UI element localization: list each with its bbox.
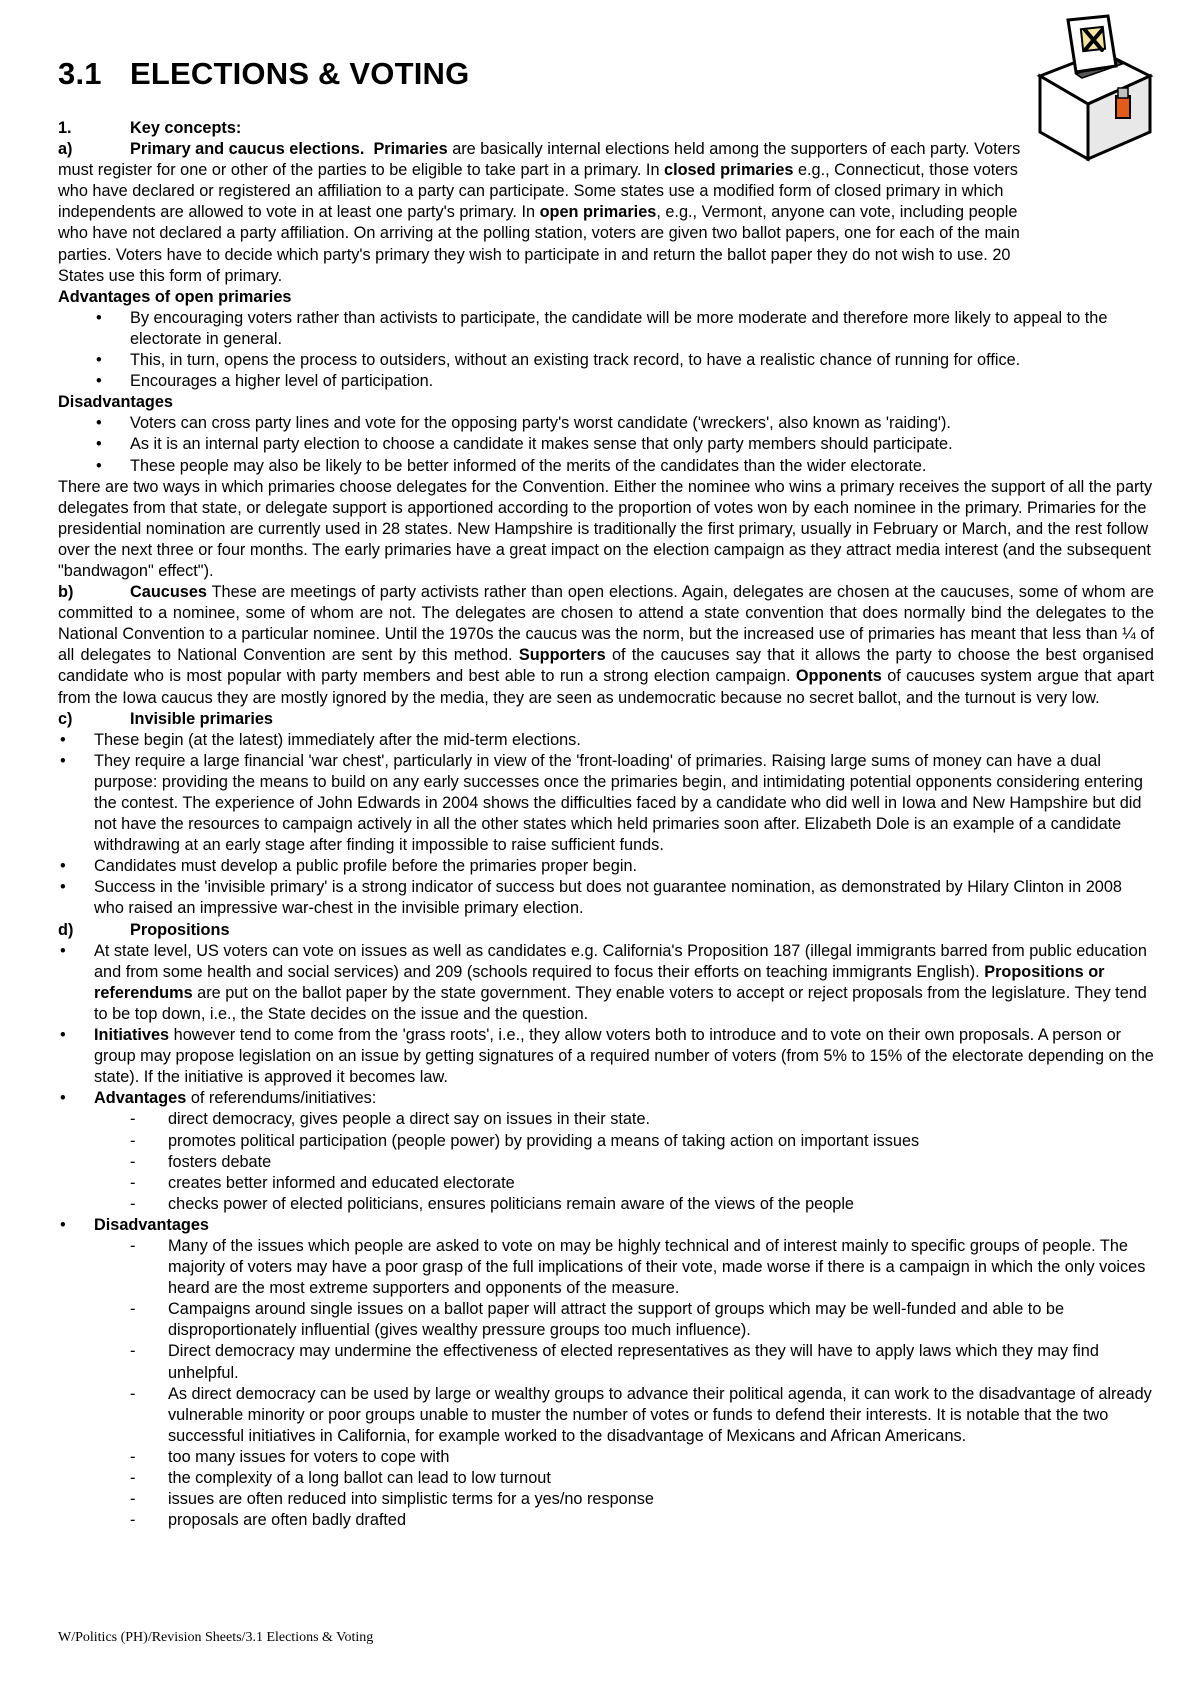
list-advantages-open: [58, 308, 1154, 392]
list-advantages-referendums: [58, 1109, 1154, 1214]
paragraph-primaries: a) Primary and caucus elections. Primaries are basically internal elections held among the supporters of each party. Voters must register for one or other of the parties to be eligible to take part in a primary. In closed primaries e.g., Connecticut, those voters who have declared or registered an affiliation to a party can participate. Some states use a modified form of closed primary in which independents are allowed to vote in at least one party's primary. In open primaries, e.g., Vermont, anyone can vote, including people who have not declared a party affiliation. On arriving at the polling station, voters are given two ballot papers, one for each of the main parties. Voters have to decide which party's primary they wish to participate in and return the ballot paper they do not wish to use. 20 States use this form of primary.: [58, 140, 1021, 285]
list-item: - fosters debate: [58, 1152, 1154, 1173]
page-title: [58, 56, 469, 92]
heading-advantages-open-primaries: Advantages of open primaries: [58, 287, 292, 306]
document-body: [58, 118, 1154, 1531]
list-disadvantages-open: [58, 413, 1154, 476]
list-item: • Advantages of referendums/initiatives: - direct democracy, gives people a direct say on issues in their state. - promotes political participation (people power) by providing a means of taking action on important issues - fosters debate - creates better informed and educated electorate - checks power of elected politicians, ensures politicians remain aware of the views of the people: [58, 1088, 1154, 1215]
list-item: - checks power of elected politicians, ensures politicians remain aware of the views of the people: [58, 1194, 1154, 1215]
list-item: • Voters can cross party lines and vote for the opposing party's worst candidate ('wreckers', also known as 'raiding').: [58, 413, 1154, 434]
list-item: • This, in turn, opens the process to outsiders, without an existing track record, to have a realistic chance of running for office.: [58, 350, 1154, 371]
list-invisible-primaries: [58, 730, 1154, 920]
title-number: 3.1: [58, 56, 102, 91]
heading-primary-caucus: Primary and caucus elections.: [130, 140, 365, 159]
list-item: • Initiatives however tend to come from the 'grass roots', i.e., they allow voters both to introduce and to vote on their own proposals. A person or group may propose legislation on an issue by getting signatures of a required number of voters (from 5% to 15% of the electorate depending on the state). If the initiative is approved it becomes law.: [58, 1025, 1154, 1088]
list-disadvantages-referendums: [58, 1236, 1154, 1531]
title-text: ELECTIONS & VOTING: [130, 56, 470, 91]
heading-invisible-primaries: c) Invisible primaries: [58, 709, 273, 728]
list-propositions: [58, 941, 1154, 1532]
list-item: • By encouraging voters rather than activists to participate, the candidate will be more moderate and therefore more likely to appeal to the electorate in general.: [58, 308, 1154, 350]
list-item: • These begin (at the latest) immediately after the mid-term elections.: [58, 730, 1154, 751]
list-item: - promotes political participation (people power) by providing a means of taking action on important issues: [58, 1131, 1154, 1152]
list-item: - Campaigns around single issues on a ballot paper will attract the support of groups which may be well-funded and able to be disproportionately influential (gives wealthy pressure groups too much influence).: [58, 1299, 1154, 1341]
list-item: • Success in the 'invisible primary' is a strong indicator of success but does not guarantee nomination, as demonstrated by Hilary Clinton in 2008 who raised an impressive war-chest in the invisible primary election.: [58, 877, 1154, 919]
list-item: • At state level, US voters can vote on issues as well as candidates e.g. California's Proposition 187 (illegal immigrants barred from public education and from some health and social services) and 209 (schools required to focus their efforts on teaching immigrants English). Propositions or referendums are put on the ballot paper by the state government. They enable voters to accept or reject proposals from the legislature. They tend to be top down, i.e., the State decides on the issue and the question.: [58, 941, 1154, 1025]
heading-propositions: d) Propositions: [58, 920, 230, 939]
section-heading: 1. Key concepts:: [58, 119, 242, 137]
list-item: - the complexity of a long ballot can lead to low turnout: [58, 1468, 1154, 1489]
list-item: - direct democracy, gives people a direct say on issues in their state.: [58, 1109, 1154, 1130]
list-item: • Disadvantages - Many of the issues which people are asked to vote on may be highly technical and of interest mainly to specific groups of people. The majority of voters may have a poor grasp of the full implications of their vote, made worse if there is a campaign in which the only voices heard are the most extreme supporters and opponents of the measure. - Campaigns around single issues on a ballot paper will attract the support of groups which may be well-funded and able to be disproportionately influential (gives wealthy pressure groups too much influence). - Direct democracy may undermine the effectiveness of elected representatives as they will have to apply laws which they may find unhelpful. - As direct democracy can be used by large or wealthy groups to advance their political agenda, it can work to the disadvantage of already vulnerable minority or poor groups unable to muster the number of votes or funds to defend their interests. It is notable that the two successful initiatives in California, for example worked to the disadvantage of Mexicans and African Americans. - too many issues for voters to cope with - the complexity of a long ballot can lead to low turnout - issues are often reduced into simplistic terms for a yes/no response - proposals are often badly drafted: [58, 1215, 1154, 1531]
list-item: • As it is an internal party election to choose a candidate it makes sense that only party members should participate.: [58, 434, 1154, 455]
list-item: - too many issues for voters to cope with: [58, 1447, 1154, 1468]
list-item: • These people may also be likely to be better informed of the merits of the candidates than the wider electorate.: [58, 456, 1154, 477]
list-item: - Direct democracy may undermine the effectiveness of elected representatives as they will have to apply laws which they may find unhelpful.: [58, 1341, 1154, 1383]
heading-disadvantages-open-primaries: Disadvantages: [58, 393, 173, 412]
list-item: - Many of the issues which people are asked to vote on may be highly technical and of interest mainly to specific groups of people. The majority of voters may have a poor grasp of the full implications of their vote, made worse if there is a campaign in which the only voices heard are the most extreme supporters and opponents of the measure.: [58, 1236, 1154, 1299]
page-footer: W/Politics (PH)/Revision Sheets/3.1 Elections & Voting: [58, 1630, 374, 1645]
list-item: - issues are often reduced into simplistic terms for a yes/no response: [58, 1489, 1154, 1510]
heading-caucuses: Caucuses: [130, 583, 207, 602]
list-item: - proposals are often badly drafted: [58, 1510, 1154, 1531]
paragraph-caucuses: b) Caucuses These are meetings of party activists rather than open elections. Again, delegates are chosen at the caucuses, some of whom are committed to a nominee, some of whom are not. The delegates are chosen to attend a state convention that does normally bind the delegates to the National Convention to a particular nominee. Until the 1970s the caucus was the norm, but the increased use of primaries has meant that less than ¼ of all delegates to National Convention are sent by this method. Supporters of the caucuses say that it allows the party to choose the best organised candidate who is most popular with party members and best able to run a strong election campaign. Opponents of caucuses system argue that apart from the Iowa caucus they are mostly ignored by the media, they are seen as undemocratic because no secret ballot, and the turnout is very low.: [58, 583, 1154, 707]
paragraph-delegates: There are two ways in which primaries choose delegates for the Convention. Either the nominee who wins a primary receives the support of all the party delegates from that state, or delegate support is apportioned according to the proportion of votes won by each nominee in the primary. Primaries for the presidential nomination are currently used in 28 states. New Hampshire is traditionally the first primary, usually in February or March, and the rest follow over the next three or four months. The early primaries have a great impact on the election campaign as they attract media interest (and the subsequent "bandwagon" effect").: [58, 477, 1153, 580]
list-item: - creates better informed and educated electorate: [58, 1173, 1154, 1194]
list-item: • Candidates must develop a public profile before the primaries proper begin.: [58, 856, 1154, 877]
list-item: • They require a large financial 'war chest', particularly in view of the 'front-loading' of primaries. Raising large sums of money can have a dual purpose: providing the means to build on any early successes once the primaries begin, and intimidating potential opponents considering entering the contest. The experience of John Edwards in 2004 shows the difficulties faced by a candidate who did well in Iowa and New Hampshire but did not have the resources to campaign actively in all the other states which held primaries soon after. Elizabeth Dole is an example of a candidate withdrawing at an early stage after finding it impossible to raise sufficient funds.: [58, 751, 1154, 856]
list-item: • Encourages a higher level of participation.: [58, 371, 1154, 392]
list-item: - As direct democracy can be used by large or wealthy groups to advance their political agenda, it can work to the disadvantage of already vulnerable minority or poor groups unable to muster the number of votes or funds to defend their interests. It is notable that the two successful initiatives in California, for example worked to the disadvantage of Mexicans and African Americans.: [58, 1384, 1154, 1447]
